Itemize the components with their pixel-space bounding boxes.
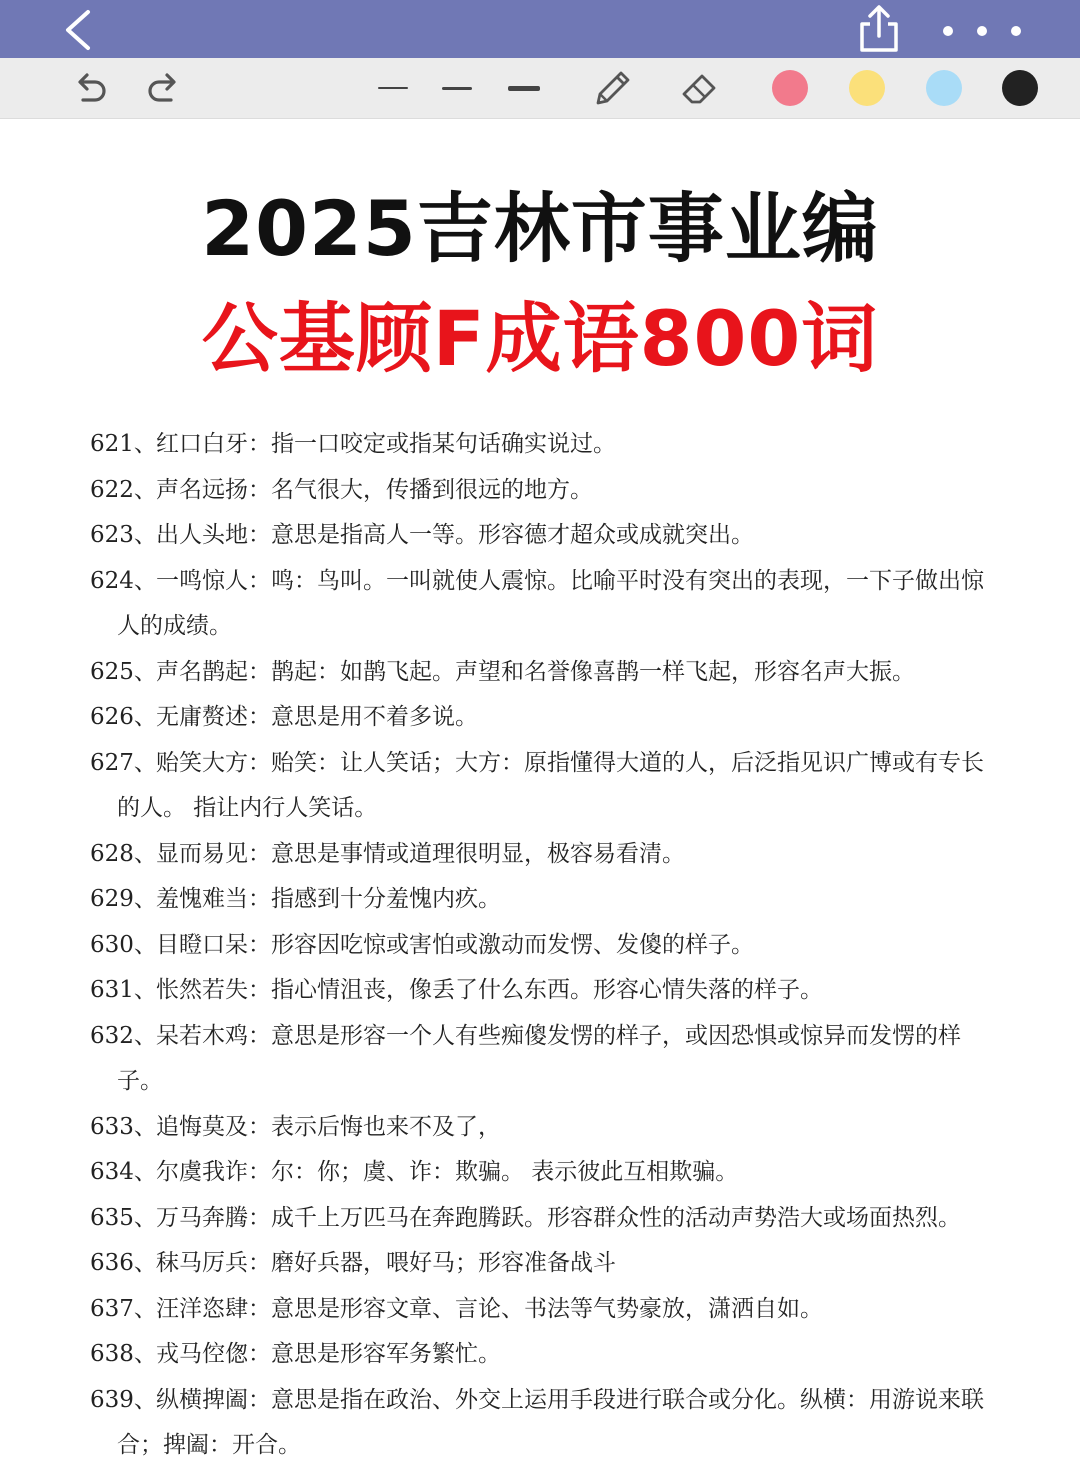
more-icon[interactable] bbox=[934, 16, 1034, 46]
entry-text-continuation: 人的成绩。 bbox=[117, 613, 232, 639]
entry-number: 630、 bbox=[90, 931, 157, 958]
entry-number: 633、 bbox=[90, 1113, 157, 1140]
entry-text: 汪洋恣肆：意思是形容文章、言论、书法等气势豪放，潇洒自如。 bbox=[156, 1295, 823, 1322]
share-icon[interactable] bbox=[856, 2, 902, 54]
entry-text: 尔虞我诈：尔：你；虞、诈：欺骗。 表示彼此互相欺骗。 bbox=[156, 1159, 739, 1185]
entry-text: 目瞪口呆：形容因吃惊或害怕或激动而发愣、发傻的样子。 bbox=[156, 931, 754, 958]
entry-text: 追悔莫及：表示后悔也来不及了， bbox=[156, 1113, 501, 1140]
entry-text-continuation: 合；捭阖：开合。 bbox=[117, 1432, 301, 1458]
entry-number: 631、 bbox=[90, 977, 157, 1003]
list-item bbox=[90, 1332, 1025, 1378]
yellow-color-swatch[interactable] bbox=[847, 58, 887, 118]
entry-text-continuation: 子。 bbox=[117, 1068, 163, 1094]
list-item bbox=[90, 422, 1025, 468]
entry-number: 637、 bbox=[90, 1295, 157, 1322]
entry-text: 显而易见：意思是事情或道理很明显，极容易看清。 bbox=[156, 840, 685, 867]
list-item bbox=[90, 741, 1025, 832]
document-subtitle: 公基顾F成语800词 bbox=[201, 294, 879, 383]
eraser-icon[interactable] bbox=[676, 58, 724, 118]
list-item bbox=[90, 513, 1025, 559]
document-title: 2025吉林市事业编 bbox=[201, 184, 879, 273]
pink-color-swatch[interactable] bbox=[770, 58, 810, 118]
entry-number: 621、 bbox=[90, 431, 157, 457]
entry-number: 629、 bbox=[90, 886, 157, 912]
entry-number: 628、 bbox=[90, 840, 157, 867]
entry-text: 秣马厉兵：磨好兵器，喂好马；形容准备战斗 bbox=[156, 1250, 616, 1276]
entry-text: 一鸣惊人：鸣：鸟叫。一叫就使人震惊。比喻平时没有突出的表现，一下子做出惊 bbox=[156, 567, 984, 594]
light-blue-color-swatch[interactable] bbox=[924, 58, 964, 118]
entry-number: 622、 bbox=[90, 476, 157, 503]
entry-number: 639、 bbox=[90, 1386, 157, 1413]
entry-text: 出人头地：意思是指高人一等。形容德才超众或成就突出。 bbox=[156, 522, 754, 548]
thick-line-icon[interactable] bbox=[506, 58, 542, 118]
black-color-swatch[interactable] bbox=[1000, 58, 1040, 118]
list-item bbox=[90, 468, 1025, 514]
list-item bbox=[90, 1150, 1025, 1196]
list-item bbox=[90, 877, 1025, 923]
medium-line-icon[interactable] bbox=[440, 58, 474, 118]
thin-line-icon[interactable] bbox=[376, 58, 410, 118]
entry-number: 627、 bbox=[90, 749, 157, 776]
entry-text: 羞愧难当：指感到十分羞愧内疚。 bbox=[156, 886, 501, 912]
entry-text: 万马奔腾：成千上万匹马在奔跑腾跃。形容群众性的活动声势浩大或场面热烈。 bbox=[156, 1204, 961, 1231]
entry-number: 632、 bbox=[90, 1022, 157, 1049]
list-item bbox=[90, 1241, 1025, 1287]
entry-text: 红口白牙：指一口咬定或指某句话确实说过。 bbox=[156, 431, 616, 457]
list-item bbox=[90, 923, 1025, 969]
list-item bbox=[90, 1287, 1025, 1333]
entry-number: 624、 bbox=[90, 567, 157, 594]
idiom-list bbox=[90, 422, 1025, 1469]
list-item bbox=[90, 650, 1025, 696]
app-top-bar bbox=[0, 0, 1080, 58]
list-item bbox=[90, 1378, 1025, 1469]
list-item bbox=[90, 1105, 1025, 1151]
redo-icon[interactable] bbox=[144, 58, 186, 118]
entry-text: 无庸赘述：意思是用不着多说。 bbox=[156, 704, 478, 730]
entry-text: 声名鹊起：鹊起：如鹊飞起。声望和名誉像喜鹊一样飞起，形容名声大振。 bbox=[156, 658, 915, 685]
entry-number: 623、 bbox=[90, 522, 157, 548]
undo-icon[interactable] bbox=[68, 58, 110, 118]
annotation-toolbar bbox=[0, 58, 1080, 119]
entry-text: 怅然若失：指心情沮丧，像丢了什么东西。形容心情失落的样子。 bbox=[156, 977, 823, 1003]
entry-text: 戎马倥偬：意思是形容军务繁忙。 bbox=[156, 1341, 501, 1367]
entry-number: 636、 bbox=[90, 1250, 157, 1276]
entry-text: 呆若木鸡：意思是形容一个人有些痴傻发愣的样子，或因恐惧或惊异而发愣的样 bbox=[156, 1022, 961, 1049]
entry-text: 纵横捭阖：意思是指在政治、外交上运用手段进行联合或分化。纵横：用游说来联 bbox=[156, 1386, 984, 1413]
entry-text: 贻笑大方：贻笑：让人笑话；大方：原指懂得大道的人，后泛指见识广博或有专长 bbox=[156, 749, 984, 776]
back-chevron-icon[interactable] bbox=[58, 8, 98, 52]
list-item bbox=[90, 1196, 1025, 1242]
entry-number: 626、 bbox=[90, 704, 157, 730]
entry-number: 625、 bbox=[90, 658, 157, 685]
entry-number: 635、 bbox=[90, 1204, 157, 1231]
list-item bbox=[90, 559, 1025, 650]
entry-number: 638、 bbox=[90, 1341, 157, 1367]
entry-number: 634、 bbox=[90, 1159, 157, 1185]
list-item bbox=[90, 832, 1025, 878]
pen-icon[interactable] bbox=[588, 58, 638, 118]
entry-text-continuation: 的人。 指让内行人笑话。 bbox=[117, 795, 378, 821]
entry-text: 声名远扬：名气很大，传播到很远的地方。 bbox=[156, 476, 593, 503]
list-item bbox=[90, 968, 1025, 1014]
list-item bbox=[90, 1014, 1025, 1105]
list-item bbox=[90, 695, 1025, 741]
